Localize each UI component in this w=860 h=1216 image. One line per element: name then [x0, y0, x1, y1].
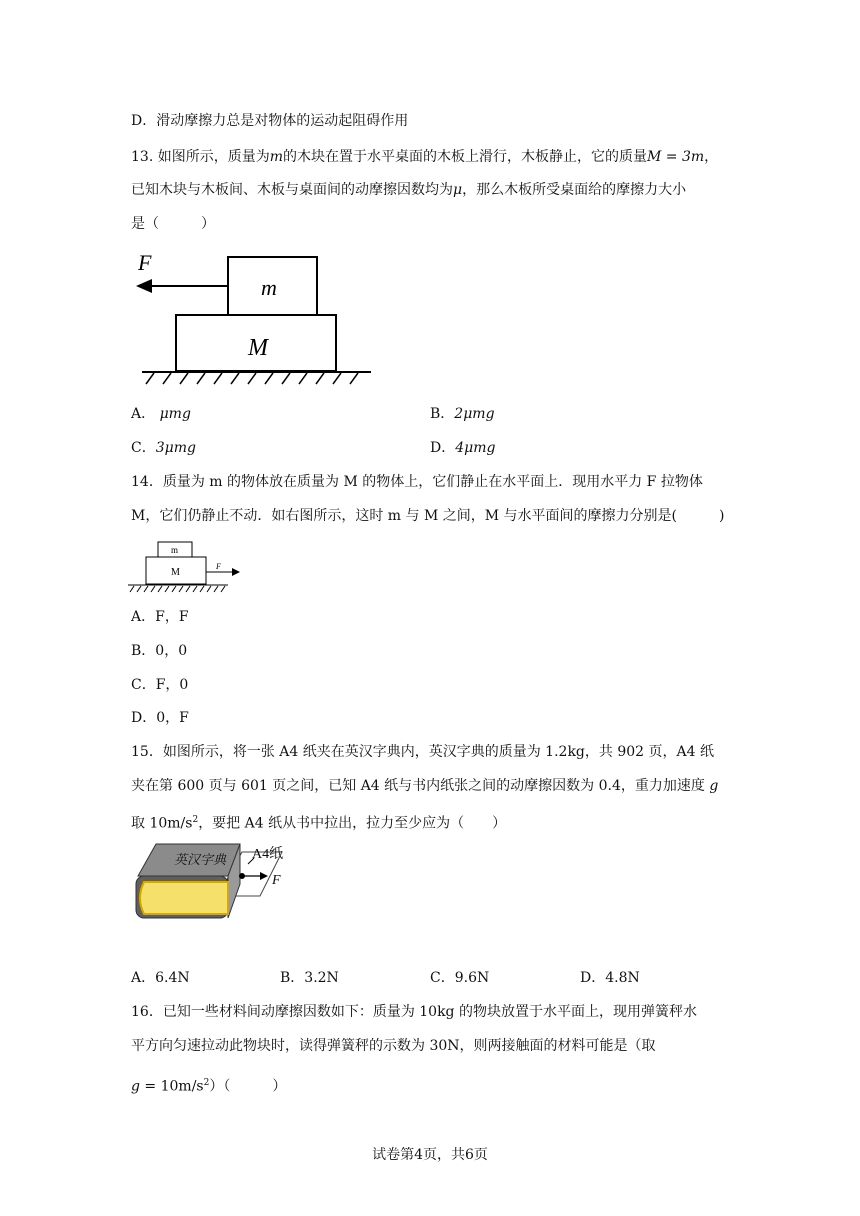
q14-option-c [131, 675, 188, 695]
q13-line1-b: 的木块在置于水平桌面的木板上滑行，木板静止，它的质量 [283, 149, 647, 165]
option-label: C． [131, 440, 156, 456]
option-value: μmg [159, 406, 191, 422]
q15-book-title: 英汉字典 [174, 852, 227, 867]
q13-option-a [131, 404, 191, 424]
q13-line2-a: 已知木块与木板间、木板与桌面间的动摩擦因数均为 [131, 182, 453, 198]
q14-option-d [131, 708, 189, 728]
q13-var-mu: μ [453, 182, 463, 198]
q16-line3 [131, 1073, 286, 1097]
q15-figure [130, 840, 326, 924]
q13-line1-a: 13. 如图所示，质量为 [131, 149, 270, 165]
q13-ground-hatch [146, 373, 358, 384]
q13-line1 [131, 147, 718, 167]
option-value: 2μmg [454, 406, 495, 422]
option-label: B． [280, 970, 305, 986]
q14-figure [128, 538, 246, 594]
q13-line1-c: ， [704, 149, 719, 165]
option-value: 4.8N [605, 970, 640, 986]
q16-line3-b: ）（ ） [209, 1078, 287, 1095]
q15-book-pages [140, 882, 228, 914]
q15-line1: 15．如图所示，将一张 A4 纸夹在英汉字典内，英汉字典的质量为 1.2kg，共 902 页，A4 纸 [131, 744, 714, 760]
q16-line3-a: = 10m/s [139, 1078, 204, 1095]
option-value: 3.2N [304, 970, 339, 986]
option-label: A． [131, 406, 156, 422]
option-value: 3μmg [155, 440, 196, 456]
q13-line2 [131, 180, 686, 200]
option-label: A． [131, 970, 156, 986]
q14-option-b [131, 641, 187, 661]
q13-option-c [131, 438, 196, 458]
q15-force-label: F [272, 873, 281, 888]
q15-line2-a: 夹在第 600 页与 601 页之间，已知 A4 纸与书内纸张之间的动摩擦因数为 0.4，重力加速度 [131, 778, 705, 794]
q15-line3-a: 取 10m/s [131, 815, 193, 832]
page-footer: 试卷第4页，共6页 [372, 1147, 488, 1163]
option-value: 0，F [156, 710, 189, 726]
q16-line3-sup: 2 [203, 1078, 210, 1088]
q15-option-a [131, 968, 190, 988]
q15-line3-sup: 2 [192, 815, 199, 825]
option-label: D． [430, 440, 456, 456]
q15-line2 [131, 776, 718, 796]
q16-line2: 平方向匀速拉动此物块时，读得弹簧秤的示数为 30N，则两接触面的材料可能是（取 [131, 1038, 656, 1054]
option-value: F，F [155, 609, 189, 625]
q15-option-b [280, 968, 339, 988]
q15-option-d [580, 968, 640, 988]
option-value: 9.6N [454, 970, 490, 986]
q13-option-d [430, 438, 495, 458]
q13-top-label: m [261, 275, 277, 300]
option-value: 4μmg [455, 440, 496, 456]
q15-line3-b: ，要把 A4 纸从书中拉出，拉力至少应为（ ） [198, 815, 507, 832]
option-label: B． [430, 406, 455, 422]
option-value: 6.4N [155, 970, 190, 986]
option-value: F，0 [155, 677, 189, 693]
q14-line1: 14．质量为 m 的物体放在质量为 M 的物体上，它们静止在水平面上．现用水平力 F 拉物体 [131, 474, 703, 490]
q13-figure [126, 244, 376, 390]
q13-mass-expr: M = 3m [647, 149, 705, 165]
option-label: A． [131, 609, 156, 625]
q14-force-label: F [216, 562, 221, 571]
q15-option-c [430, 968, 489, 988]
q16-line1: 16．已知一些材料间动摩擦因数如下：质量为 10kg 的物块放置于水平面上，现用弹簧秤水 [131, 1004, 697, 1020]
option-label: B． [131, 643, 156, 659]
q13-var-m: m [269, 149, 283, 165]
option-label: D． [131, 710, 157, 726]
q14-option-a [131, 607, 189, 627]
q15-var-g: g [709, 778, 719, 794]
q14-top-label: m [171, 545, 179, 555]
q14-ground-hatch [130, 586, 225, 592]
q15-line3 [131, 810, 506, 834]
q13-line3: 是（ ） [131, 216, 215, 232]
option-label: C． [430, 970, 455, 986]
q13-force-label: F [138, 250, 152, 275]
option-label: D． [580, 970, 606, 986]
q14-bottom-label: M [171, 567, 180, 578]
q13-line2-b: ，那么木板所受桌面给的摩擦力大小 [462, 182, 687, 198]
q13-force-arrow [136, 279, 152, 293]
q16-var-g: g [131, 1078, 140, 1095]
option-value: 0，0 [155, 643, 188, 659]
q14-line2: M，它们仍静止不动．如右图所示，这时 m 与 M 之间，M 与水平面间的摩擦力分别是( ) [131, 508, 725, 524]
option-label: C． [131, 677, 156, 693]
q15-paper-label: A4纸 [252, 847, 284, 862]
q13-option-b [430, 404, 495, 424]
q14-force-arrow [232, 568, 240, 576]
q12-option-d: D．滑动摩擦力总是对物体的运动起阻碍作用 [131, 113, 409, 129]
q15-pull-point [239, 873, 245, 879]
q13-bottom-label: M [248, 335, 268, 361]
